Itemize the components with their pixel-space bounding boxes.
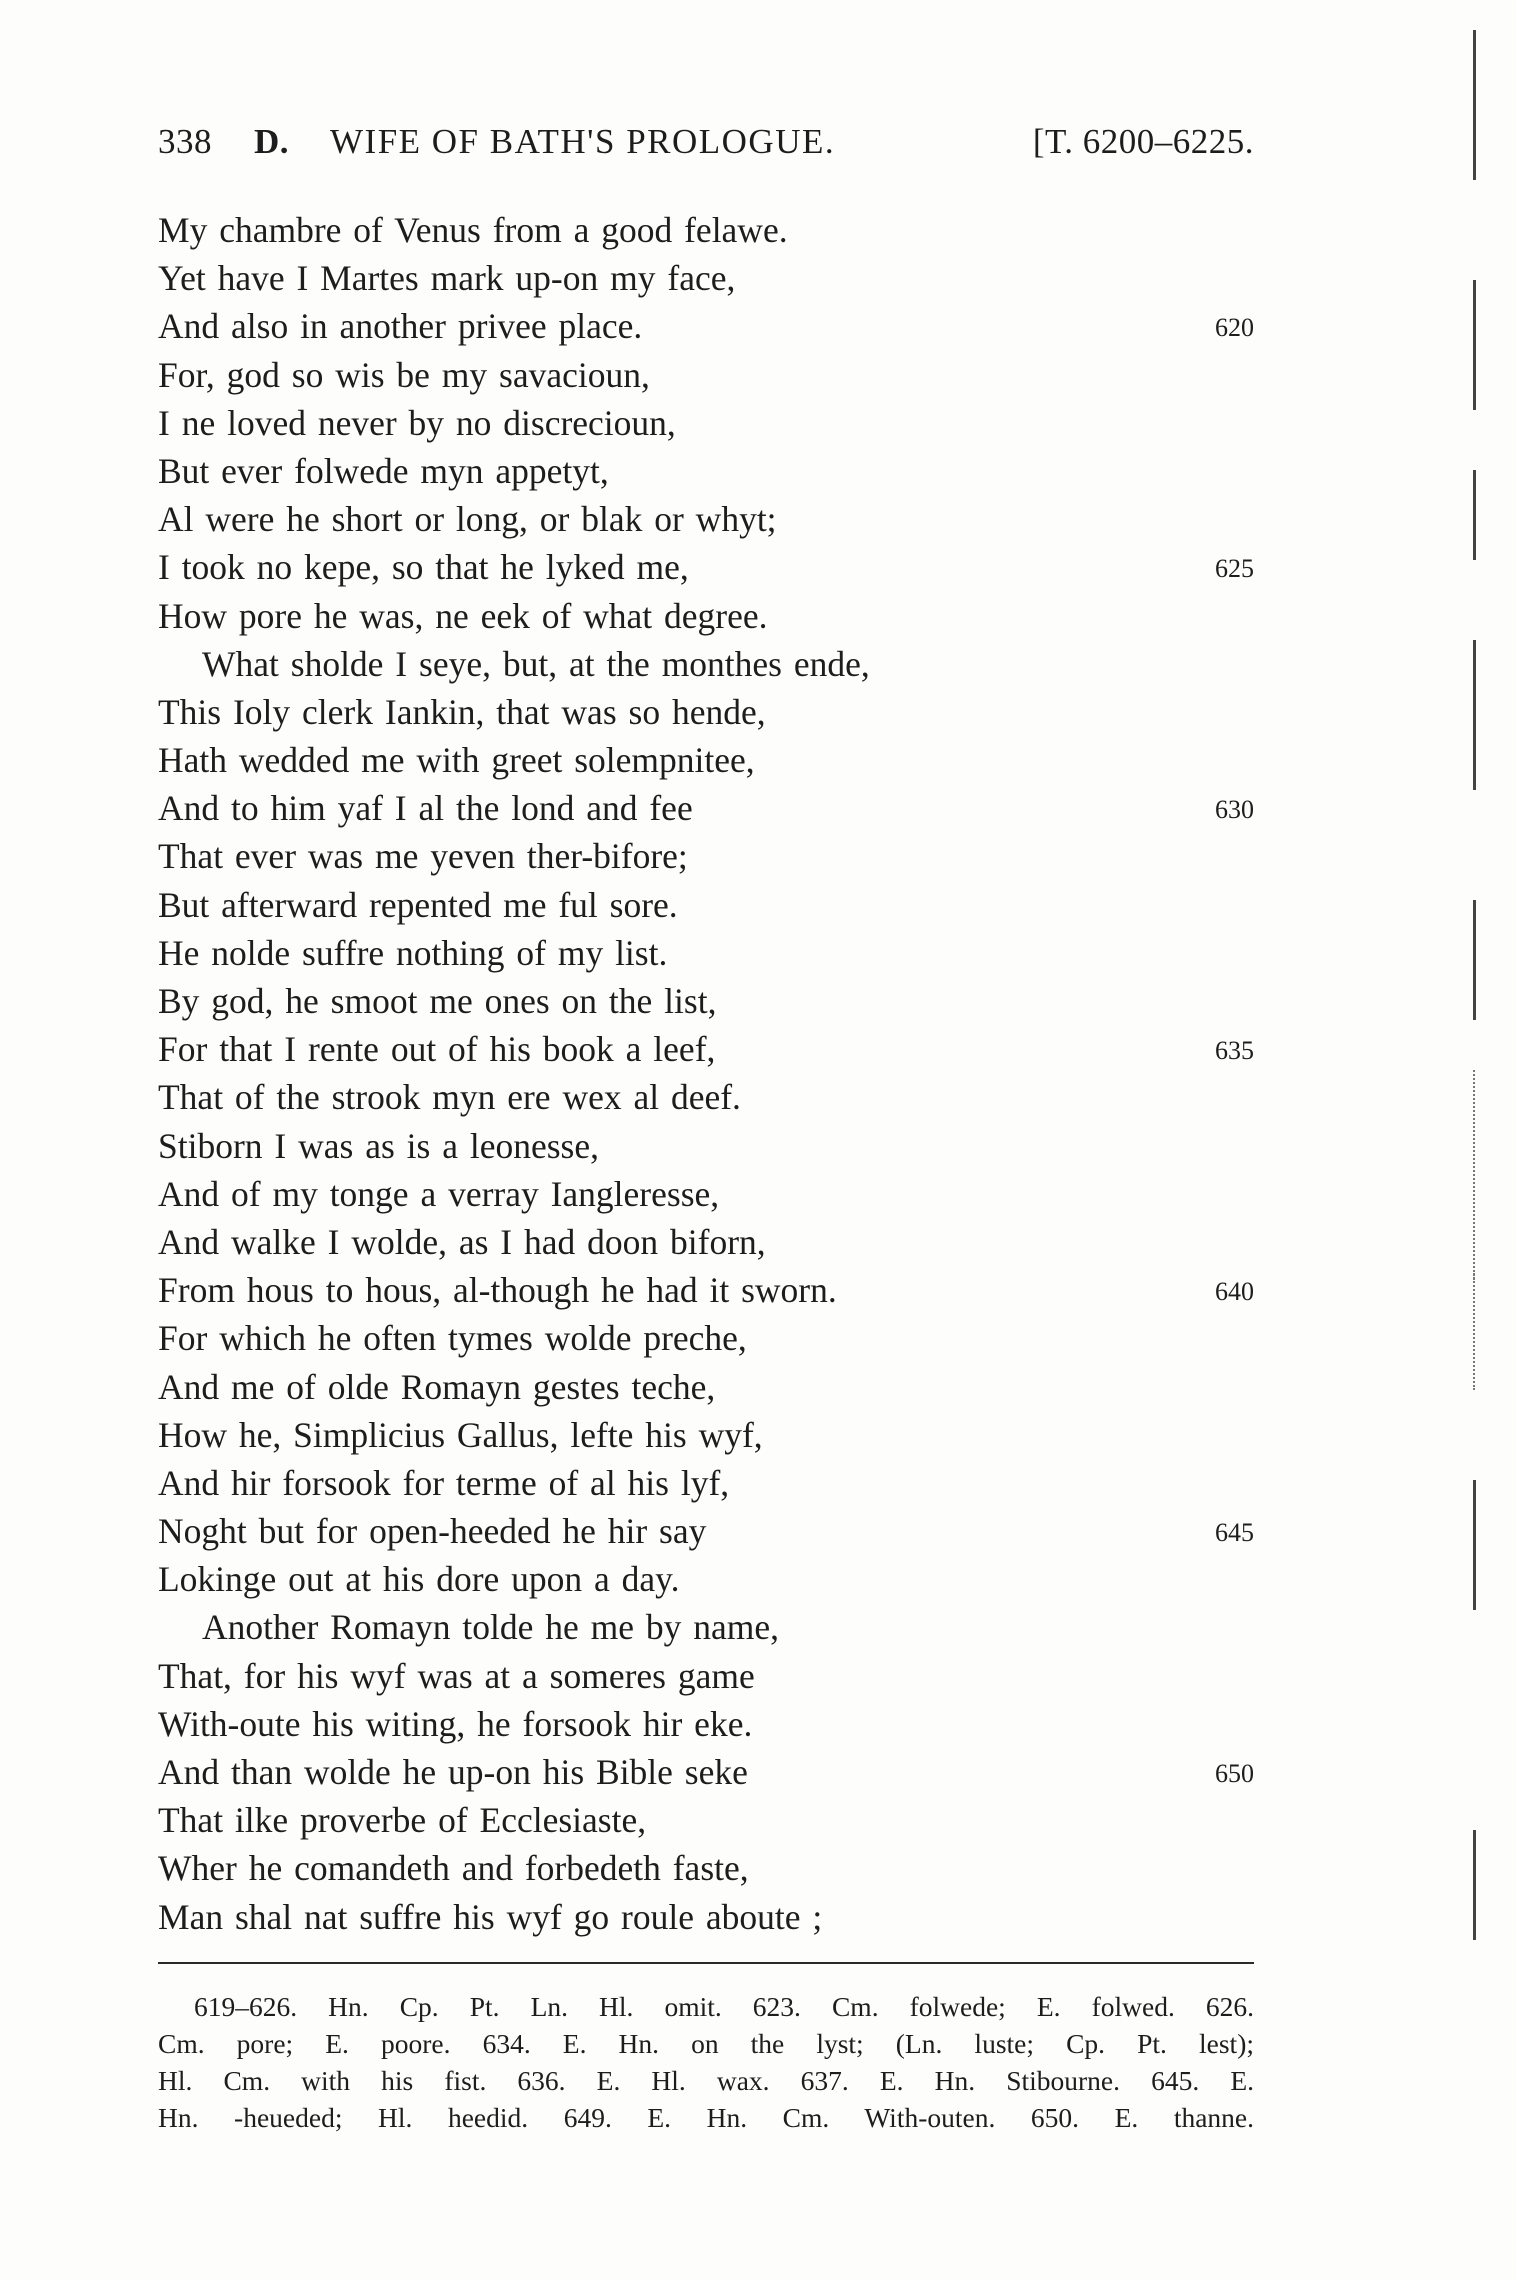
verse-text: And to him yaf I al the lond and fee (158, 788, 693, 829)
footnote-line: Cm. pore; E. poore. 634. E. Hn. on the lyst; (Ln. luste; Cp. Pt. lest); (158, 2028, 1254, 2059)
verse-line (158, 736, 1254, 784)
verse-line (158, 351, 1254, 399)
verse-text: For that I rente out of his book a leef, (158, 1029, 716, 1070)
verse-line (158, 1025, 1254, 1073)
verse-line (158, 1122, 1254, 1170)
verse-line (158, 1170, 1254, 1218)
verse-line (158, 1314, 1254, 1362)
verse-text: And of my tonge a verray Iangleresse, (158, 1173, 720, 1214)
verse-line (158, 784, 1254, 832)
footnote-line: 619–626. Hn. Cp. Pt. Ln. Hl. omit. 623. Cm. folwede; E. folwed. 626. (194, 1991, 1254, 2022)
footnote-rule (158, 1962, 1254, 1964)
verse-line (158, 495, 1254, 543)
verse-text: How pore he was, ne eek of what degree. (158, 595, 768, 636)
verse-text: And me of olde Romayn gestes teche, (158, 1366, 716, 1407)
page-edge-dots (1473, 1070, 1475, 1280)
line-number: 620 (1215, 313, 1254, 343)
running-title: WIFE OF BATH'S PROLOGUE. (330, 122, 836, 161)
verse-line (158, 1893, 1254, 1941)
verse-line (158, 1411, 1254, 1459)
verse-text: Another Romayn tolde he me by name, (202, 1607, 779, 1648)
line-number: 645 (1215, 1518, 1254, 1548)
verse-line (158, 206, 1254, 254)
verse-line (158, 640, 1254, 688)
verse-text: Lokinge out at his dore upon a day. (158, 1559, 680, 1600)
page-edge-line (1473, 470, 1476, 560)
verse-text: That, for his wyf was at a someres game (158, 1655, 755, 1696)
verse-text: How he, Simplicius Gallus, lefte his wyf, (158, 1414, 763, 1455)
verse-text: But ever folwede myn appetyt, (158, 450, 609, 491)
verse-line (158, 447, 1254, 495)
verse-line (158, 929, 1254, 977)
verse-text: Yet have I Martes mark up-on my face, (158, 258, 736, 299)
verse-line (158, 1073, 1254, 1121)
verse-text: And than wolde he up-on his Bible seke (158, 1752, 748, 1792)
footnote-line: Hl. Cm. with his fist. 636. E. Hl. wax. 637. E. Hn. Stibourne. 645. E. (158, 2065, 1254, 2096)
verse-text: I took no kepe, so that he lyked me, (158, 547, 689, 588)
verse-text: Man shal nat suffre his wyf go roule aboute ; (158, 1896, 823, 1937)
verse-line (158, 399, 1254, 447)
line-number: 650 (1215, 1759, 1254, 1788)
verse-text: That ilke proverbe of Ecclesiaste, (158, 1800, 647, 1841)
page-edge-line (1473, 30, 1476, 180)
verse-text: For, god so wis be my savacioun, (158, 354, 650, 395)
verse-text: With-oute his witing, he forsook hir eke. (158, 1703, 753, 1744)
verse-text: And walke I wolde, as I had doon biforn, (158, 1221, 766, 1262)
verse-line (158, 1218, 1254, 1266)
line-number: 640 (1215, 1277, 1254, 1307)
verse-line (158, 881, 1254, 929)
page-edge-line (1473, 1830, 1476, 1940)
verse-line (158, 1844, 1254, 1892)
verse-line (158, 1652, 1254, 1700)
poem-text (158, 206, 1254, 1941)
line-number: 635 (1215, 1036, 1254, 1066)
running-header (158, 122, 1254, 172)
verse-line (158, 1603, 1254, 1651)
line-number: 630 (1215, 795, 1254, 825)
verse-text: Noght but for open-heeded he hir say (158, 1511, 707, 1552)
verse-text: This Ioly clerk Iankin, that was so hende, (158, 691, 766, 732)
verse-line (158, 592, 1254, 640)
verse-text: That ever was me yeven ther-bifore; (158, 836, 688, 877)
verse-text: And hir forsook for terme of al his lyf, (158, 1462, 730, 1503)
verse-text: I ne loved never by no discrecioun, (158, 402, 676, 443)
verse-line (158, 977, 1254, 1025)
verse-text: What sholde I seye, but, at the monthes ende, (202, 643, 870, 684)
verse-line (158, 1796, 1254, 1844)
verse-text: And also in another privee place. (158, 306, 643, 347)
page-edge-line (1473, 900, 1476, 1020)
page-edge-dots (1473, 1270, 1475, 1390)
page-edge-line (1473, 280, 1476, 410)
verse-text: He nolde suffre nothing of my list. (158, 932, 668, 973)
verse-text: Stiborn I was as is a leonesse, (158, 1125, 599, 1166)
verse-text: Al were he short or long, or blak or whyt; (158, 499, 777, 540)
verse-line (158, 1459, 1254, 1507)
section-letter: D. (254, 122, 290, 161)
verse-line (158, 832, 1254, 880)
verse-line (158, 302, 1254, 350)
verse-line (158, 254, 1254, 302)
verse-text: By god, he smoot me ones on the list, (158, 981, 717, 1021)
verse-line (158, 1266, 1254, 1314)
verse-text: Wher he comandeth and forbedeth faste, (158, 1848, 749, 1889)
verse-text: Hath wedded me with greet solempnitee, (158, 740, 755, 781)
verse-text: My chambre of Venus from a good felawe. (158, 210, 788, 250)
page-edge-line (1473, 1480, 1476, 1610)
verse-line (158, 1363, 1254, 1411)
footnote-line: Hn. -heueded; Hl. heedid. 649. E. Hn. Cm. With-outen. 650. E. thanne. (158, 2102, 1254, 2133)
verse-line (158, 1555, 1254, 1603)
line-number: 625 (1215, 554, 1254, 584)
verse-line (158, 1748, 1254, 1796)
verse-text: That of the strook myn ere wex al deef. (158, 1077, 741, 1118)
verse-line (158, 543, 1254, 591)
line-range-reference: [T. 6200–6225. (1032, 122, 1254, 161)
page-edge-line (1473, 640, 1476, 790)
verse-line (158, 688, 1254, 736)
footnotes (158, 1988, 1254, 2136)
verse-line (158, 1700, 1254, 1748)
verse-line (158, 1507, 1254, 1555)
verse-text: For which he often tymes wolde preche, (158, 1318, 747, 1359)
verse-text: From hous to hous, al-though he had it sworn. (158, 1270, 837, 1311)
page-number: 338 (158, 122, 212, 161)
verse-text: But afterward repented me ful sore. (158, 884, 678, 925)
